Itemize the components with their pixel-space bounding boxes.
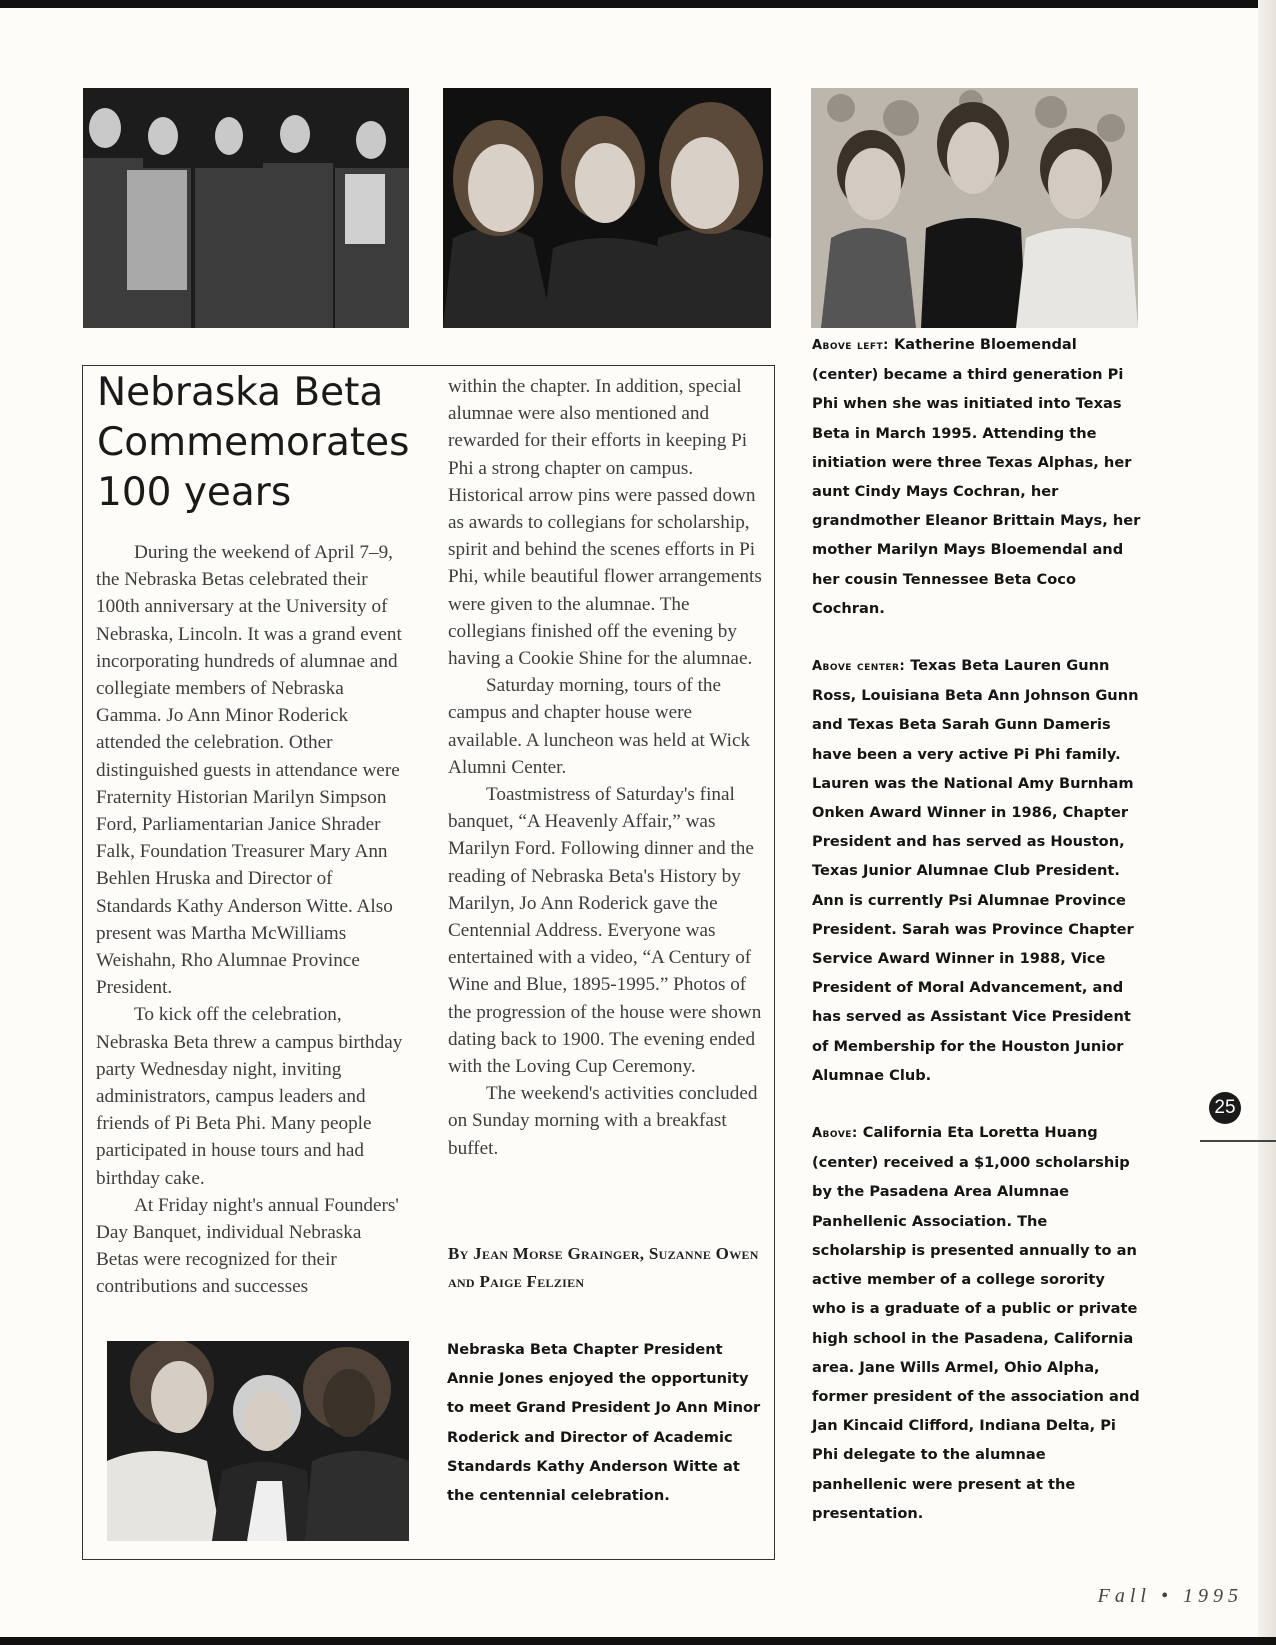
caption-text: Katherine Bloemendal (center) became a third generation Pi Phi when she was initiated into Texas Beta in March 1995. Attending the initiation were three Texas Alphas, her aunt Cindy Mays Cochran, her grandmother Eleanor Brittain Mays, her mother Marilyn Mays Bloemendal and her cousin Tennessee Beta Coco Cochran. xyxy=(812,336,1141,617)
article-column-2 xyxy=(448,373,766,1162)
caption-above xyxy=(812,1118,1142,1528)
photo-texas-beta-family xyxy=(811,88,1138,328)
caption-text: Texas Beta Lauren Gunn Ross, Louisiana Beta Ann Johnson Gunn and Texas Beta Sarah Gunn Dameris have been a very active Pi Phi family. Lauren was the National Amy Burnham Onken Award Winner in 1986, Chapter President and has served as Houston, Texas Junior Alumnae Club President. Ann is currently Psi Alumnae Province President. Sarah was Province Chapter Service Award Winner in 1988, Vice President of Moral Advancement, and has served as Assistant Vice President of Membership for the Houston Junior Alumnae Club. xyxy=(812,657,1139,1084)
right-captions xyxy=(812,330,1142,1556)
article-title: Nebraska Beta Commemorates 100 years xyxy=(97,370,410,515)
bottom-border xyxy=(0,1637,1276,1645)
paragraph: To kick off the celebration, Nebraska Beta threw a campus birthday party Wednesday night, inviting administrators, campus leaders and friends of Pi Beta Phi. Many people participated in house tours and had birthday cake. xyxy=(96,1004,403,1189)
page-edge xyxy=(1258,0,1276,1645)
top-border xyxy=(0,0,1276,8)
caption-above-left xyxy=(812,330,1142,623)
caption-lead: Above left: xyxy=(812,338,889,353)
page-number-badge: 25 xyxy=(1209,1092,1241,1124)
photo-nebraska-beta-president xyxy=(107,1341,409,1541)
page-number-rule xyxy=(1200,1140,1276,1142)
photo-five-women xyxy=(83,88,409,328)
photo-three-women xyxy=(443,88,771,328)
paragraph: within the chapter. In addition, special alumnae were also mentioned and rewarded for their efforts in keeping Pi Phi a strong chapter on campus. Historical arrow pins were passed down as awards to collegians for scholarship, spirit and behind the scenes efforts in Pi Phi, while beautiful flower arrangements were given to the alumnae. The collegians finished off the evening by having a Cookie Shine for the alumnae. xyxy=(448,376,762,670)
caption-lead: Above center: xyxy=(812,659,906,675)
paragraph: Saturday morning, tours of the campus and chapter house were available. A luncheon was held at Wick Alumni Center. xyxy=(448,675,751,778)
caption-lead: Above: xyxy=(812,1126,858,1142)
paragraph: Toastmistress of Saturday's final banquet, “A Heavenly Affair,” was Marilyn Ford. Following dinner and the reading of Nebraska Beta's History by Marilyn, Jo Ann Roderick gave the Centennial Address. Everyone was entertained with a video, “A Century of Wine and Blue, 1895-1995.” Photos of the progression of the house were shown dating back to 1900. The evening ended with the Loving Cup Ceremony. xyxy=(448,784,762,1078)
paragraph: During the weekend of April 7–9, the Nebraska Betas celebrated their 100th anniversary at the University of Nebraska, Lincoln. It was a grand event incorporating hundreds of alumnae and collegiate members of Nebraska Gamma. Jo Ann Minor Roderick attended the celebration. Other distinguished guests in attendance were Fraternity Historian Marilyn Simpson Ford, Parliamentarian Janice Shrader Falk, Foundation Treasurer Mary Ann Behlen Hruska and Director of Standards Kathy Anderson Witte. Also present was Martha McWilliams Weishahn, Rho Alumnae Province President. xyxy=(96,542,402,999)
article-column-1 xyxy=(96,539,408,1301)
caption-text: Nebraska Beta Chapter President Annie Jones enjoyed the opportunity to meet Grand President Jo Ann Minor Roderick and Director of Academic Standards Kathy Anderson Witte at the centennial celebration. xyxy=(447,1341,761,1505)
paragraph: At Friday night's annual Founders' Day Banquet, individual Nebraska Betas were recognized for their contributions and successes xyxy=(96,1194,399,1298)
byline: By Jean Morse Grainger, Suzanne Owen and Paige Felzien xyxy=(448,1244,759,1291)
caption-above-center xyxy=(812,651,1142,1090)
paragraph: The weekend's activities concluded on Sunday morning with a breakfast buffet. xyxy=(448,1083,758,1159)
issue-footer: Fall • 1995 xyxy=(1097,1585,1243,1607)
photo-caption-bottom xyxy=(447,1335,767,1510)
caption-text: California Eta Loretta Huang (center) received a $1,000 scholarship by the Pasadena Area Alumnae Panhellenic Association. The scholarship is presented annually to an active member of a college sorority who is a graduate of a public or private high school in the Pasadena, California area. Jane Wills Armel, Ohio Alpha, former president of the association and Jan Kincaid Clifford, Indiana Delta, Pi Phi delegate to the alumnae panhellenic were present at the presentation. xyxy=(812,1124,1140,1522)
